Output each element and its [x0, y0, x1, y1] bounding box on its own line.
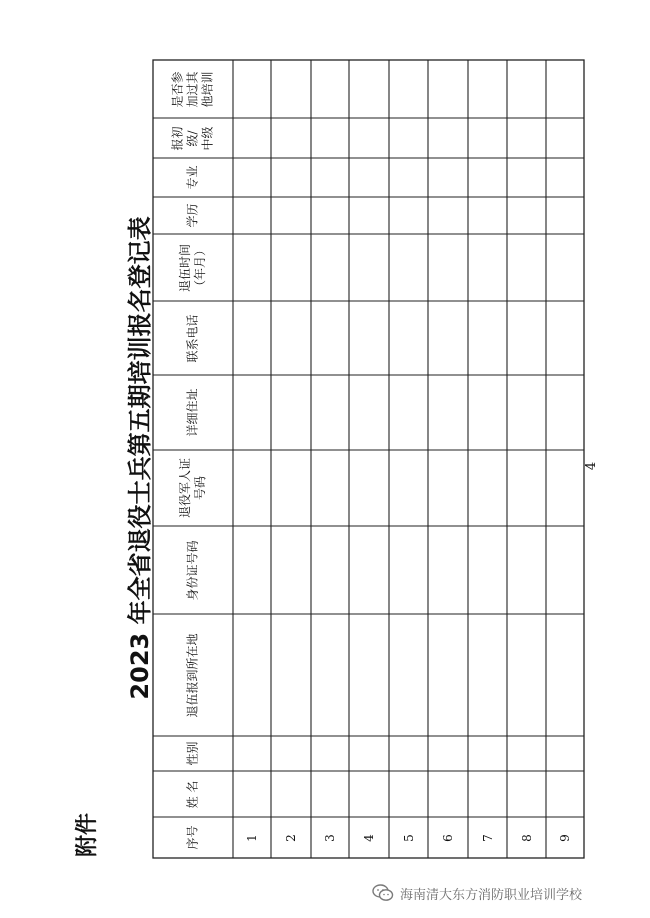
row-number-label: 1 — [244, 833, 259, 842]
table-cell — [271, 771, 311, 817]
table-cell — [546, 234, 584, 301]
table-cell — [311, 234, 349, 301]
table-cell — [271, 234, 311, 301]
table-cell — [389, 771, 428, 817]
table-cell — [428, 234, 468, 301]
table-cell — [389, 450, 428, 526]
table-cell — [389, 197, 428, 234]
table-cell — [428, 375, 468, 450]
table-cell — [233, 450, 271, 526]
row-number — [468, 817, 507, 858]
table-cell — [468, 526, 507, 614]
column-header-label: 详细住址 — [185, 388, 200, 437]
table-cell — [349, 234, 389, 301]
row-number-label: 2 — [283, 833, 298, 842]
row-number-label: 4 — [361, 833, 376, 842]
row-number — [507, 817, 546, 858]
column-header — [153, 614, 233, 736]
table-cell — [428, 736, 468, 771]
table-cell — [428, 301, 468, 375]
column-header — [153, 60, 233, 118]
table-cell — [507, 375, 546, 450]
table-cell — [349, 771, 389, 817]
table-cell — [389, 736, 428, 771]
table-cell — [546, 736, 584, 771]
table-cell — [311, 375, 349, 450]
watermark — [372, 882, 642, 904]
table-cell — [233, 234, 271, 301]
table-cell — [311, 450, 349, 526]
table-cell — [468, 197, 507, 234]
table-cell — [428, 197, 468, 234]
row-number — [428, 817, 468, 858]
table-cell — [468, 375, 507, 450]
table-cell — [468, 614, 507, 736]
column-header — [153, 158, 233, 197]
table-cell — [389, 614, 428, 736]
table-cell — [546, 614, 584, 736]
table-cell — [389, 375, 428, 450]
table-cell — [311, 526, 349, 614]
table-cell — [271, 526, 311, 614]
table-cell — [233, 526, 271, 614]
column-header-label: 专业 — [185, 165, 200, 190]
table-cell — [271, 736, 311, 771]
table-cell — [349, 197, 389, 234]
table-cell — [546, 197, 584, 234]
table-cell — [311, 118, 349, 158]
column-header-label: 退伍时间 （年月） — [177, 243, 207, 292]
watermark-text: 海南清大东方消防职业培训学校 — [400, 887, 583, 903]
column-header-label: 身份证号码 — [185, 539, 200, 601]
column-header — [153, 301, 233, 375]
table-cell — [428, 614, 468, 736]
table-cell — [311, 60, 349, 118]
column-header — [153, 375, 233, 450]
table-cell — [233, 736, 271, 771]
table-cell — [428, 158, 468, 197]
table-cell — [311, 614, 349, 736]
page-number: 4 — [584, 461, 599, 471]
table-cell — [271, 118, 311, 158]
table-cell — [389, 301, 428, 375]
table-cell — [428, 450, 468, 526]
table-cell — [389, 158, 428, 197]
table-cell — [546, 158, 584, 197]
table-cell — [271, 301, 311, 375]
table-cell — [389, 526, 428, 614]
table-cell — [507, 60, 546, 118]
table-cell — [349, 450, 389, 526]
table-cell — [428, 526, 468, 614]
table-cell — [546, 450, 584, 526]
table-cell — [233, 118, 271, 158]
table-cell — [271, 197, 311, 234]
table-cell — [389, 118, 428, 158]
table-cell — [349, 736, 389, 771]
table-cell — [468, 234, 507, 301]
table-cell — [468, 118, 507, 158]
table-cell — [233, 771, 271, 817]
table-cell — [468, 771, 507, 817]
table-cell — [468, 301, 507, 375]
table-cell — [507, 614, 546, 736]
table-cell — [507, 771, 546, 817]
table-cell — [311, 301, 349, 375]
table-cell — [546, 301, 584, 375]
table-cell — [389, 60, 428, 118]
table-cell — [546, 526, 584, 614]
table-cell — [311, 158, 349, 197]
row-number-label: 8 — [519, 833, 534, 842]
row-number-label: 9 — [557, 833, 572, 842]
row-number-label: 3 — [322, 833, 337, 842]
table-cell — [507, 301, 546, 375]
attachment-label: 附件 — [75, 813, 100, 858]
column-header-label: 序号 — [185, 825, 200, 850]
table-cell — [349, 60, 389, 118]
row-number — [349, 817, 389, 858]
row-number — [389, 817, 428, 858]
table-cell — [546, 118, 584, 158]
column-header-label: 学历 — [185, 203, 200, 228]
column-header — [153, 736, 233, 771]
table-cell — [311, 771, 349, 817]
table-cell — [546, 60, 584, 118]
table-cell — [468, 60, 507, 118]
table-cell — [349, 526, 389, 614]
table-cell — [349, 118, 389, 158]
table-cell — [507, 234, 546, 301]
table-cell — [233, 375, 271, 450]
table-cell — [271, 60, 311, 118]
row-number — [311, 817, 349, 858]
row-number-label: 6 — [440, 833, 455, 842]
table-cell — [271, 158, 311, 197]
table-cell — [349, 614, 389, 736]
row-number — [233, 817, 271, 858]
row-number — [271, 817, 311, 858]
column-header-label: 报初 级/ 中级 — [170, 125, 215, 151]
table-cell — [468, 158, 507, 197]
column-header — [153, 234, 233, 301]
table-cell — [349, 375, 389, 450]
column-header — [153, 771, 233, 817]
table-cell — [349, 158, 389, 197]
table-cell — [507, 118, 546, 158]
table-cell — [428, 60, 468, 118]
column-header-label: 是否参 加过其 他培训 — [170, 70, 215, 108]
table-cell — [233, 614, 271, 736]
table-cell — [271, 614, 311, 736]
column-header — [153, 450, 233, 526]
table-cell — [546, 375, 584, 450]
column-header-label: 退役军人证 号码 — [177, 457, 207, 519]
table-cell — [311, 736, 349, 771]
table-cell — [468, 450, 507, 526]
table-cell — [507, 450, 546, 526]
table-cell — [507, 197, 546, 234]
row-number-label: 7 — [480, 833, 495, 842]
column-header-label: 退伍报到所在地 — [185, 632, 200, 718]
table-cell — [389, 234, 428, 301]
column-header — [153, 817, 233, 858]
column-header — [153, 118, 233, 158]
table-cell — [428, 771, 468, 817]
table-cell — [507, 736, 546, 771]
table-cell — [428, 118, 468, 158]
row-number — [546, 817, 584, 858]
table-cell — [233, 60, 271, 118]
table-cell — [349, 301, 389, 375]
column-header — [153, 197, 233, 234]
column-header-label: 姓 名 — [185, 780, 200, 808]
column-header-label: 性别 — [185, 741, 200, 766]
table-cell — [311, 197, 349, 234]
table-cell — [507, 158, 546, 197]
table-cell — [233, 197, 271, 234]
table-cell — [233, 301, 271, 375]
column-header-label: 联系电话 — [185, 313, 200, 363]
table-cell — [271, 450, 311, 526]
column-header — [153, 526, 233, 614]
table-cell — [507, 526, 546, 614]
row-number-label: 5 — [401, 833, 416, 842]
table-cell — [546, 771, 584, 817]
wechat-icon — [372, 884, 394, 902]
table-cell — [233, 158, 271, 197]
table-cell — [271, 375, 311, 450]
form-title: 2023 年全省退役士兵第五期培训报名登记表 — [126, 216, 154, 700]
table-cell — [468, 736, 507, 771]
